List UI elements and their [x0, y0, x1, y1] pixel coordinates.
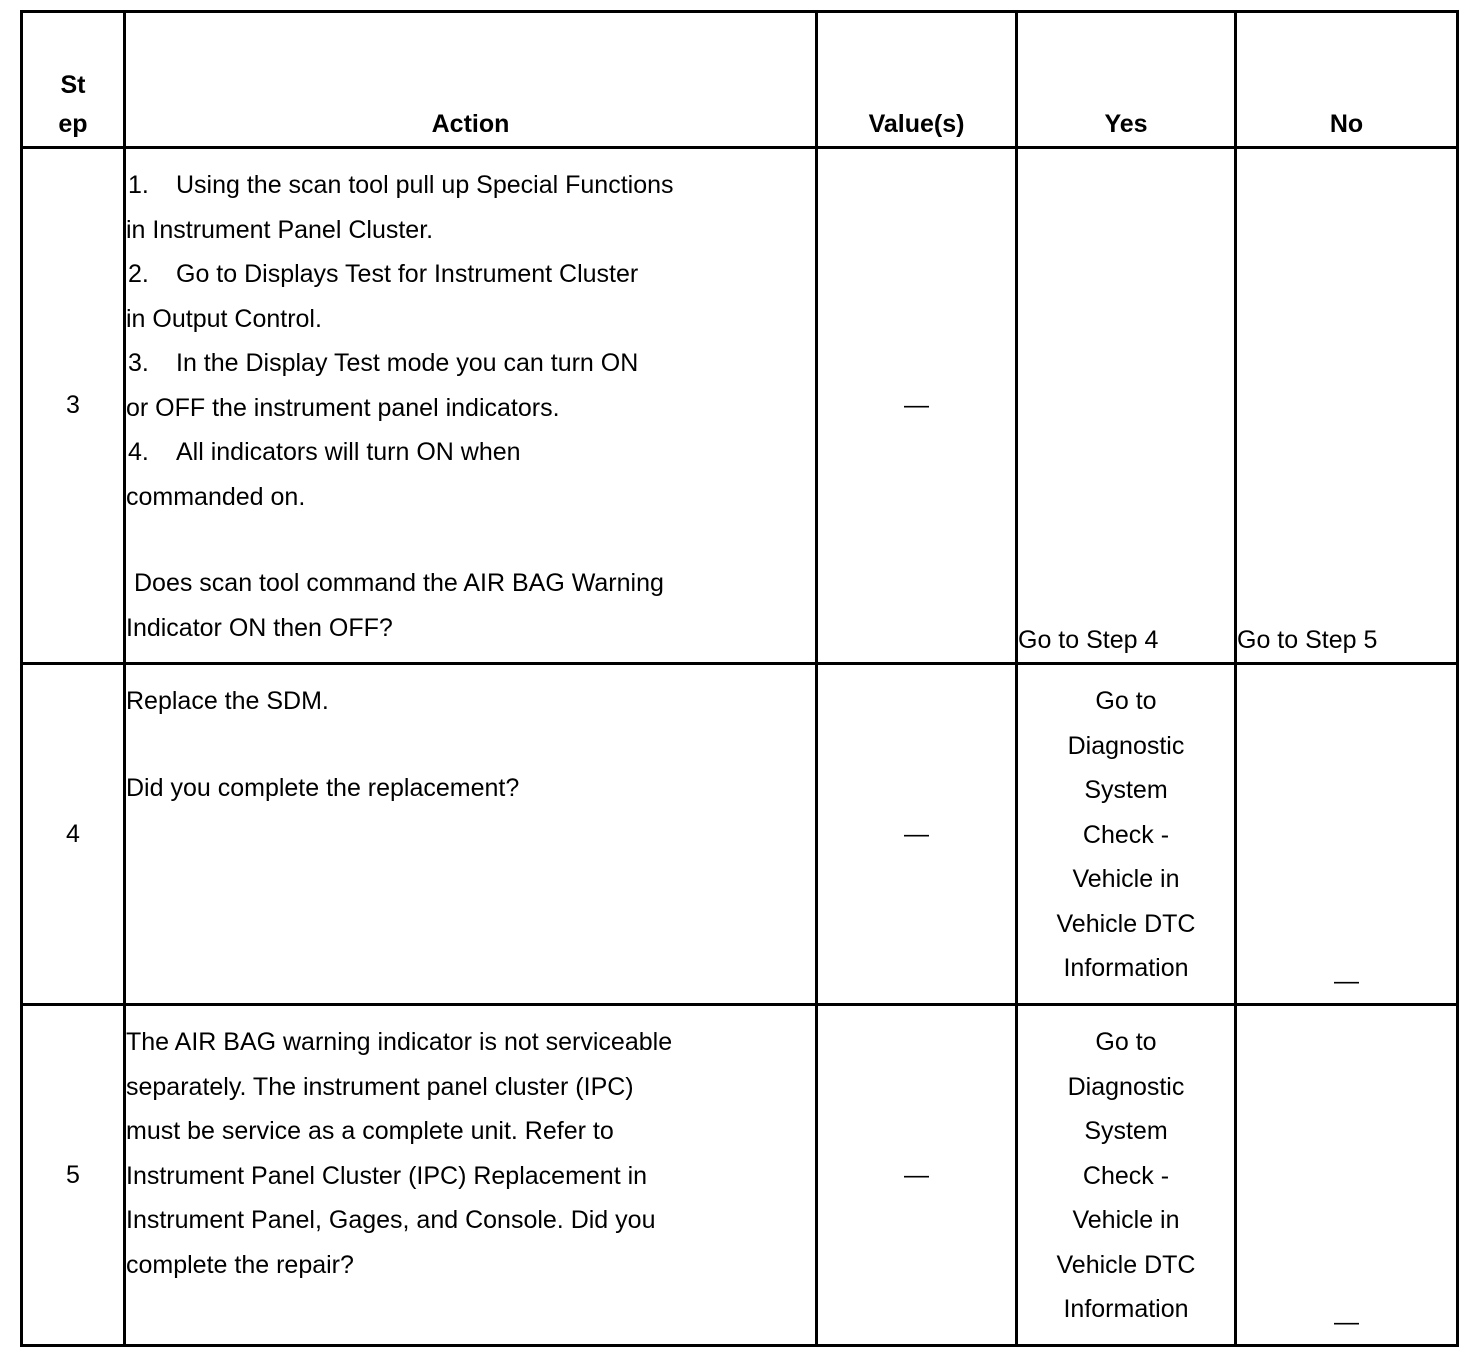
item-text: All indicators will turn ON when [176, 438, 521, 466]
spacer [126, 724, 815, 766]
spacer [126, 519, 815, 561]
yes-cell: Go to Step 4 [1017, 148, 1236, 664]
yes-cell [1017, 664, 1236, 1005]
yes-line: Information [1063, 954, 1189, 982]
yes-line: Diagnostic [1067, 731, 1185, 760]
action-item-1 [126, 163, 815, 208]
yes-line: Information [1063, 1295, 1189, 1323]
header-step-line1: St [60, 71, 86, 99]
step-number: 5 [22, 1005, 125, 1346]
table-row-step-4 [22, 664, 1458, 1005]
step-number: 3 [22, 148, 125, 664]
no-cell: Go to Step 5 [1236, 148, 1458, 664]
yes-line: System [1084, 776, 1168, 804]
action-item-2-cont: in Output Control. [126, 304, 322, 333]
header-step-line2: ep [58, 110, 88, 138]
item-text: In the Display Test mode you can turn ON [176, 349, 639, 377]
yes-line: Check - [1082, 1161, 1170, 1190]
yes-line: Diagnostic [1067, 1072, 1185, 1101]
header-action: Action [125, 12, 817, 148]
question-line-2: Indicator ON then OFF? [126, 613, 393, 642]
table-row-step-5 [22, 1005, 1458, 1346]
action-cell [125, 664, 817, 1005]
header-values: Value(s) [817, 12, 1017, 148]
action-line: The AIR BAG warning indicator is not serviceable [126, 1028, 673, 1056]
item-number: 2. [128, 260, 149, 288]
header-yes: Yes [1017, 12, 1236, 148]
action-item-4-cont: commanded on. [126, 482, 306, 511]
yes-line: Vehicle DTC [1056, 909, 1196, 938]
yes-line: Vehicle in [1072, 1206, 1180, 1234]
header-no: No [1236, 12, 1458, 148]
action-item-2 [126, 252, 815, 297]
yes-line: System [1084, 1117, 1168, 1145]
yes-cell [1017, 1005, 1236, 1346]
action-item-1-cont: in Instrument Panel Cluster. [126, 215, 434, 244]
question-line-1: Does scan tool command the AIR BAG Warning [134, 569, 664, 597]
no-cell: — [1236, 1005, 1458, 1346]
item-number: 1. [128, 171, 149, 199]
action-line-2: Did you complete the replacement? [126, 773, 520, 802]
item-text: Using the scan tool pull up Special Functions [176, 171, 674, 199]
action-line-1: Replace the SDM. [126, 687, 329, 715]
action-line: Instrument Panel Cluster (IPC) Replacement in [126, 1161, 648, 1190]
action-item-3-cont: or OFF the instrument panel indicators. [126, 393, 560, 422]
no-cell: — [1236, 664, 1458, 1005]
action-item-4 [126, 430, 815, 475]
table-row-step-3 [22, 148, 1458, 664]
diagnostic-table [20, 10, 1459, 1347]
header-step [22, 12, 125, 148]
table-header-row [22, 12, 1458, 148]
item-number: 4. [128, 438, 149, 466]
action-line: complete the repair? [126, 1250, 354, 1279]
yes-line: Vehicle DTC [1056, 1250, 1196, 1279]
yes-line: Check - [1082, 820, 1170, 849]
yes-line: Go to [1095, 1028, 1157, 1056]
action-line: Instrument Panel, Gages, and Console. Did you [126, 1206, 656, 1234]
value-cell: — [817, 664, 1017, 1005]
action-line: separately. The instrument panel cluster (IPC) [126, 1072, 634, 1101]
action-cell [125, 1005, 817, 1346]
action-cell [125, 148, 817, 664]
yes-line: Go to [1095, 687, 1157, 715]
item-text: Go to Displays Test for Instrument Cluster [176, 260, 639, 288]
item-number: 3. [128, 349, 149, 377]
action-line: must be service as a complete unit. Refer to [126, 1117, 614, 1145]
value-cell: — [817, 148, 1017, 664]
action-item-3 [126, 341, 815, 386]
yes-line: Vehicle in [1072, 865, 1180, 893]
step-number: 4 [22, 664, 125, 1005]
value-cell: — [817, 1005, 1017, 1346]
